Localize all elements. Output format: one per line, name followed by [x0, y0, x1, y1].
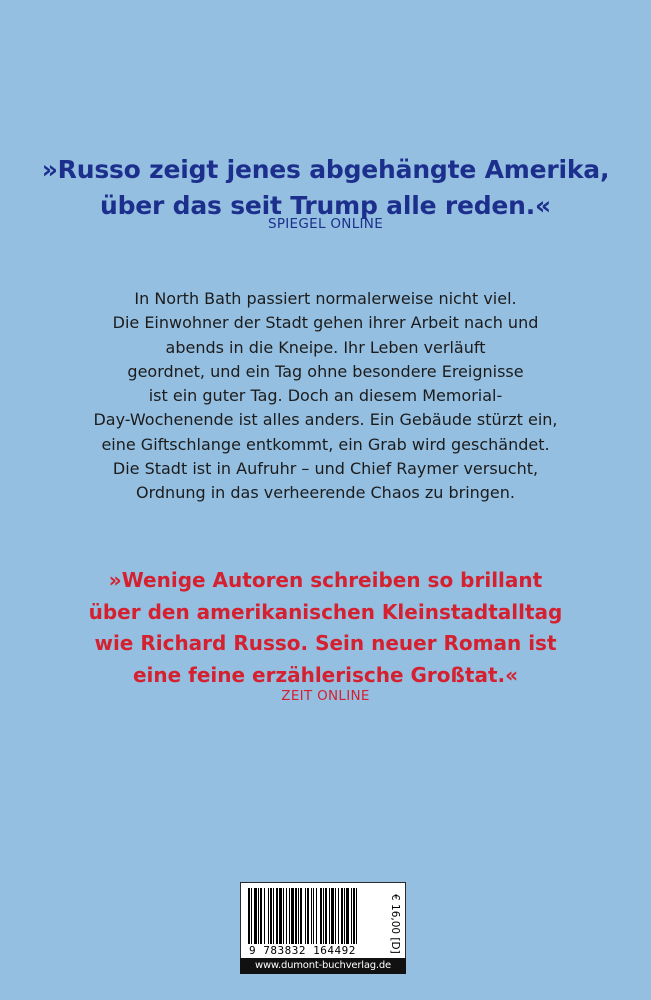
- top-quote-line-2: über das seit Trump alle reden.«: [99, 191, 552, 220]
- barcode-bar: [320, 888, 322, 944]
- barcode-bar: [351, 888, 352, 944]
- barcode-bar: [313, 888, 314, 944]
- barcode-bar: [283, 888, 284, 944]
- bottom-quote-line-4: eine feine erzählerische Großtat.«: [132, 662, 519, 687]
- blurb-line-4: geordnet, und ein Tag ohne besondere Ereignisse: [127, 361, 524, 381]
- barcode-bar: [335, 888, 336, 944]
- blurb-line-2: Die Einwohner der Stadt gehen ihrer Arbeit nach und: [112, 313, 539, 333]
- blurb-line-7: eine Giftschlange entkommt, ein Grab wird geschändet.: [101, 434, 550, 454]
- barcode-bar: [291, 888, 294, 944]
- barcode-bar: [356, 888, 357, 944]
- barcode-bar: [264, 888, 265, 944]
- barcode-bar: [325, 888, 327, 944]
- barcode-bar: [316, 888, 317, 944]
- isbn-barcode-panel: [240, 882, 406, 974]
- barcode-bar: [251, 888, 252, 944]
- blurb-line-3: abends in die Kneipe. Ihr Leben verläuft: [165, 337, 486, 357]
- barcode-bar: [298, 888, 299, 944]
- blurb-line-5: ist ein guter Tag. Doch an diesem Memorial-: [148, 386, 503, 406]
- barcode-bar: [344, 888, 345, 944]
- barcode-icon: [246, 888, 380, 944]
- barcode-bar: [260, 888, 262, 944]
- blurb-line-9: Ordnung in das verheerende Chaos zu bringen.: [136, 483, 515, 503]
- blurb-line-6: Day-Wochenende ist alles anders. Ein Gebäude stürzt ein,: [93, 410, 558, 430]
- barcode-bar: [329, 888, 330, 944]
- isbn-number: 9 783832 164492: [249, 944, 356, 957]
- blurb-line-1: In North Bath passiert normalerweise nicht viel.: [134, 289, 517, 308]
- publisher-url: www.dumont-buchverlag.de: [240, 958, 406, 974]
- barcode-bar: [338, 888, 339, 944]
- bottom-quote: [0, 565, 651, 691]
- barcode-bar: [289, 888, 290, 944]
- top-quote-line-1: »Russo zeigt jenes abgehängte Amerika,: [41, 155, 610, 184]
- barcode-bar: [353, 888, 355, 944]
- price-label: € 16,00 [D]: [389, 894, 401, 954]
- barcode-bar: [331, 888, 334, 944]
- barcode-bar: [307, 888, 309, 944]
- barcode-bar: [323, 888, 324, 944]
- barcode-bar: [254, 888, 257, 944]
- top-quote: [0, 152, 651, 224]
- bottom-quote-line-3: wie Richard Russo. Sein neuer Roman ist: [94, 631, 557, 655]
- barcode-bar: [286, 888, 287, 944]
- bottom-quote-source: ZEIT ONLINE: [281, 688, 370, 704]
- barcode-bar: [258, 888, 259, 944]
- book-blurb: [0, 287, 651, 506]
- barcode-bar: [268, 888, 269, 944]
- barcode-bar: [273, 888, 274, 944]
- barcode-bar: [248, 888, 250, 944]
- barcode-bar: [276, 888, 278, 944]
- barcode-bar: [311, 888, 312, 944]
- barcode-bar: [346, 888, 349, 944]
- barcode-bar: [279, 888, 282, 944]
- blurb-line-8: Die Stadt ist in Aufruhr – und Chief Raymer versucht,: [112, 459, 539, 479]
- barcode-bar: [270, 888, 272, 944]
- top-quote-source: SPIEGEL ONLINE: [267, 216, 384, 232]
- barcode-bar: [305, 888, 306, 944]
- bottom-quote-line-1: »Wenige Autoren schreiben so brillant: [108, 568, 543, 592]
- barcode-bar: [341, 888, 343, 944]
- barcode-bar: [295, 888, 297, 944]
- barcode-bar: [300, 888, 302, 944]
- bottom-quote-line-2: über den amerikanischen Kleinstadtalltag: [88, 599, 563, 624]
